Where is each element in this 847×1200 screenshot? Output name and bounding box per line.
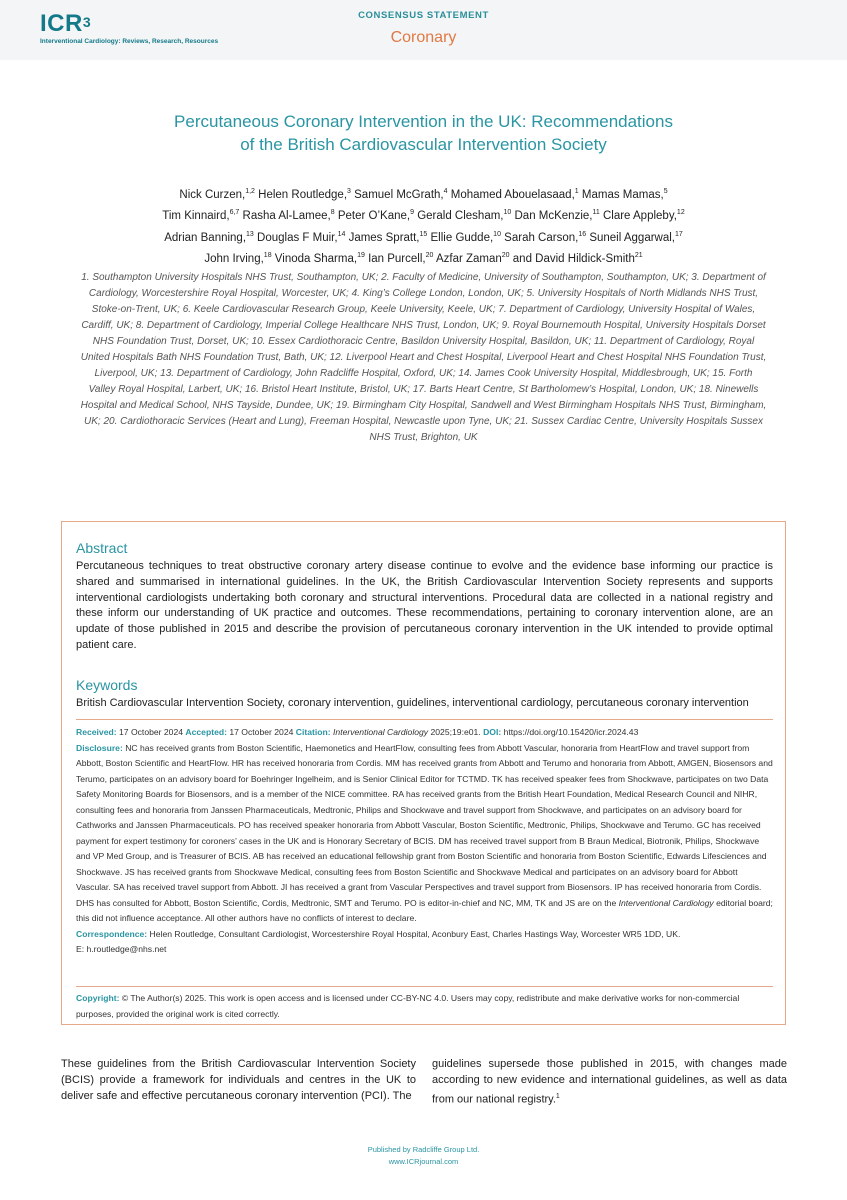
author-name: Suneil Aggarwal, [589,231,675,244]
copyright-text: © The Author(s) 2025. This work is open access and is licensed under CC-BY-NC 4.0. Users may copy, redistribute and make derivative works for non-commercial purposes, provided the original work is cited correctly. [76,993,740,1019]
author-name: Nick Curzen, [179,188,246,201]
author-name: Ellie Gudde, [430,231,494,244]
author-affiliation-ref: 21 [634,251,643,259]
publisher-note: Published by Radcliffe Group Ltd. [367,1145,480,1154]
author-affiliation-ref: 11 [592,209,600,217]
author-affiliation-ref: 10 [493,230,501,238]
copyright-label: Copyright: [76,993,120,1003]
author-name: James Spratt, [348,231,420,244]
body-column-1: These guidelines from the British Cardiovascular Intervention Society (BCIS) provide a framework for individuals and centres in the UK to deliver safe and effective percutaneous coronary intervention (PCI). The [61,1058,416,1102]
author-name: Samuel McGrath, [354,188,444,201]
journal-tagline: Interventional Cardiology: Reviews, Research, Resources [40,38,219,45]
citation-details: 2025;19:e01. [430,727,481,737]
author-affiliation-ref: 15 [419,230,428,238]
author-name: Gerald Clesham, [417,210,504,223]
correspondence-email[interactable]: E: h.routledge@nhs.net [76,944,167,954]
journal-header [0,0,847,60]
received-date: 17 October 2024 [119,727,184,737]
article-metadata [76,725,773,958]
section-name: Coronary [390,29,457,46]
divider [76,986,773,987]
author-affiliation-ref: 18 [263,251,272,259]
author-affiliation-ref: 16 [578,230,587,238]
abstract-heading: Abstract [76,540,128,556]
accepted-date: 17 October 2024 [229,727,294,737]
divider [76,719,773,720]
citation-journal: Interventional Cardiology [333,727,429,737]
author-name: Dan McKenzie, [514,210,593,223]
author-affiliation-ref: 19 [357,251,365,259]
disclosure-journal: Interventional Cardiology [618,897,714,908]
keywords-text: British Cardiovascular Intervention Society, coronary intervention, guidelines, interventional cardiology, percutaneous coronary intervention [76,697,749,709]
author-affiliation-ref: 14 [337,230,346,238]
author-affiliation-ref: 9 [410,209,414,217]
disclosure-label: Disclosure: [76,742,123,753]
author-list [80,183,767,268]
keywords-heading: Keywords [76,677,138,693]
author-affiliation-ref: 1,2 [245,188,255,195]
accepted-label: Accepted: [185,727,227,737]
citation-label: Citation: [295,727,331,737]
article-type: CONSENSUS STATEMENT [358,10,489,21]
abstract-box [61,521,786,1025]
author-name: Helen Routledge, [258,188,348,201]
correspondence-label: Correspondence: [76,928,148,939]
author-affiliation-ref: 1 [574,188,579,195]
body-column-2 [432,1057,787,1108]
author-name: Mohamed Abouelasaad, [450,188,575,201]
affiliations: 1. Southampton University Hospitals NHS Trust, Southampton, UK; 2. Faculty of Medicine, University of Southampton, Southampton, UK; 3. Department of Cardiology, Worcestershire Royal Hospital, Worcester, UK; 4. King’s College London, London, UK; 5. University Hospitals of North Midlands NHS Trust, Stoke-on-Trent, UK; 6. Keele Cardiovascular Research Group, Keele University, Keele, UK; 7. Department of Cardiology, University Hospital of Wales, Cardiff, UK; 8. Department of Cardiology, Imperial College Healthcare NHS Trust, London, UK; 9. Royal Bournemouth Hospital, University Hospitals Dorset NHS Foundation Trust, Dorset, UK; 10. Essex Cardiothoracic Centre, Basildon University Hospital, Basildon, UK; 11. Department of Cardiology, Royal United Hospitals Bath NHS Foundation Trust, Bath, UK; 12. Liverpool Heart and Chest Hospital, Liverpool Heart and Chest Hospital NHS Foundation Trust, Liverpool, UK; 13. Department of Cardiology, John Radcliffe Hospital, Oxford, UK; 14. James Cook University Hospital, Middlesbrough, UK; 15. Forth Valley Royal Hospital, Larbert, UK; 16. Bristol Heart Institute, Bristol, UK; 17. Barts Heart Centre, St Bartholomew’s Hospital, London, UK; 18. Ninewells Hospital and Medical School, NHS Tayside, Dundee, UK; 19. Birmingham City Hospital, Sandwell and West Birmingham Hospitals NHS Trust, Birmingham, UK; 20. Cardiothoracic Services (Heart and Lung), Freeman Hospital, Newcastle upon Tyne, UK; 21. Sussex Cardiac Centre, University Hospitals Sussex NHS Trust, Brighton, UK [80,272,767,443]
body-column-2-text: guidelines supersede those published in 2015, with changes made according to new evidence and international guidelines, as well as data from our national registry. [432,1058,787,1106]
author-affiliation-ref: 20 [425,251,434,259]
author-affiliation-ref: 5 [663,188,668,195]
author-name: and David Hildick-Smith [512,252,635,265]
copyright-notice [76,991,773,1022]
author-affiliation-ref: 17 [675,230,683,238]
author-name: Tim Kinnaird, [162,210,230,223]
author-affiliation-ref: 4 [443,188,448,195]
reference-marker[interactable]: 1 [555,1092,560,1100]
author-affiliation-ref: 13 [246,230,254,238]
author-name: Rasha Al-Lamee, [242,210,331,223]
abstract-text: Percutaneous techniques to treat obstructive coronary artery disease continue to evolve and the evidence base informing our practice is shared and summarised in international guidelines. In the UK, the British Cardiovascular Intervention Society represents and supports interventional cardiologists undertaking both coronary and structural interventions. Procedural data are collected in a national registry and these inform our understanding of UK practice and outcomes. These recommendations, pertaining to coronary intervention alone, are an update of those published in 2015 and describe the provision of percutaneous coronary intervention in the UK intended to provide optimal patient care. [76,560,773,651]
author-name: Douglas F Muir, [257,231,338,244]
disclosure-text-end: editorial board; this did not influence acceptance. All other authors have no conflicts of interest to declare. [76,897,773,923]
author-name: Vinoda Sharma, [274,252,358,265]
author-name: Sarah Carson, [504,231,579,244]
author-affiliation-ref: 3 [347,188,351,195]
author-name: Peter O’Kane, [337,210,411,223]
author-affiliation-ref: 8 [330,209,335,217]
logo-superscript: 3 [82,14,92,30]
correspondence-text: Helen Routledge, Consultant Cardiologist, Worcestershire Royal Hospital, Aconbury East, Charles Hastings Way, Worcester WR5 1DD, UK. [149,928,681,939]
title-line-2: of the British Cardiovascular Intervention Society [240,135,607,154]
author-name: Ian Purcell, [368,252,426,265]
author-name: Azfar Zaman [435,252,502,265]
article-title [100,110,747,156]
logo-text: ICR [40,10,83,37]
author-affiliation-ref: 10 [503,209,512,217]
author-name: Clare Appleby, [602,210,677,223]
disclosure-text: NC has received grants from Boston Scientific, Haemonetics and HeartFlow, consulting fees from Abbott Vascular, honoraria from HeartFlow and travel support from Abbott, Boston Scientific and HeartFlow. HR has received honoraria from Cordis. MM has received grants from Abbott and Terumo and honoraria from Abbott, AMGEN, Biosensors and Terumo, participates on an advisory board for Boehringer Ingelheim, and is Senior Clinical Editor for TCTMD. TK has received speaker fees from Shockwave, participates on two Data Safety Monitoring Boards for Biosensors, and is a member of the NICE committee. RA has received grants from the British Heart Foundation, Medical Research Council and NIHR, consulting fees and honoraria from Janssen Pharmaceuticals, Medtronic, Philips and Shockwave and travel support from Shockwave, and participates on an advisory board for Cathworks and Janssen Pharmaceuticals. PO has received speaker honoraria from Abbott Vascular, Boston Scientific, Medtronic, Philips, Shockwave and Terumo. GC has received payment for expert testimony for coroners’ cases in the UK and is Honorary Secretary of BCIS. DM has received travel support from B Braun Medical, Biotronik, Philips, Shockwave and VP Med Group, and is Treasurer of BCIS. AB has received an educational fellowship grant from Boston Scientific and honoraria from Boston Scientific, Edwards Lifesciences and Shockwave. JS has received grants from Shockwave Medical, consulting fees from Boston Scientific and Shockwave Medical and participates on an advisory board for Abbott Vascular. SA has received travel support from Abbott. JI has received a grant from Vascular Perspectives and travel support from Biosensors. IP has received honoraria from Cordis. DHS has consulted for Abbott, Boston Scientific, Cordis, Medtronic, SMT and Terumo. PO is editor-in-chief and NC, MM, TK and JS are on the [76,742,773,908]
author-affiliation-ref: 20 [501,251,510,259]
title-line-1: Percutaneous Coronary Intervention in the UK: Recommendations [174,112,673,131]
author-name: Mamas Mamas, [581,188,664,201]
author-name: John Irving, [204,252,264,265]
author-affiliation-ref: 12 [676,209,685,217]
author-name: Adrian Banning, [164,231,247,244]
doi-link[interactable]: https://doi.org/10.15420/icr.2024.43 [503,727,639,737]
received-label: Received: [76,727,117,737]
journal-url[interactable]: www.ICRjournal.com [388,1157,459,1166]
doi-label: DOI: [483,727,502,737]
author-affiliation-ref: 6,7 [229,209,240,217]
